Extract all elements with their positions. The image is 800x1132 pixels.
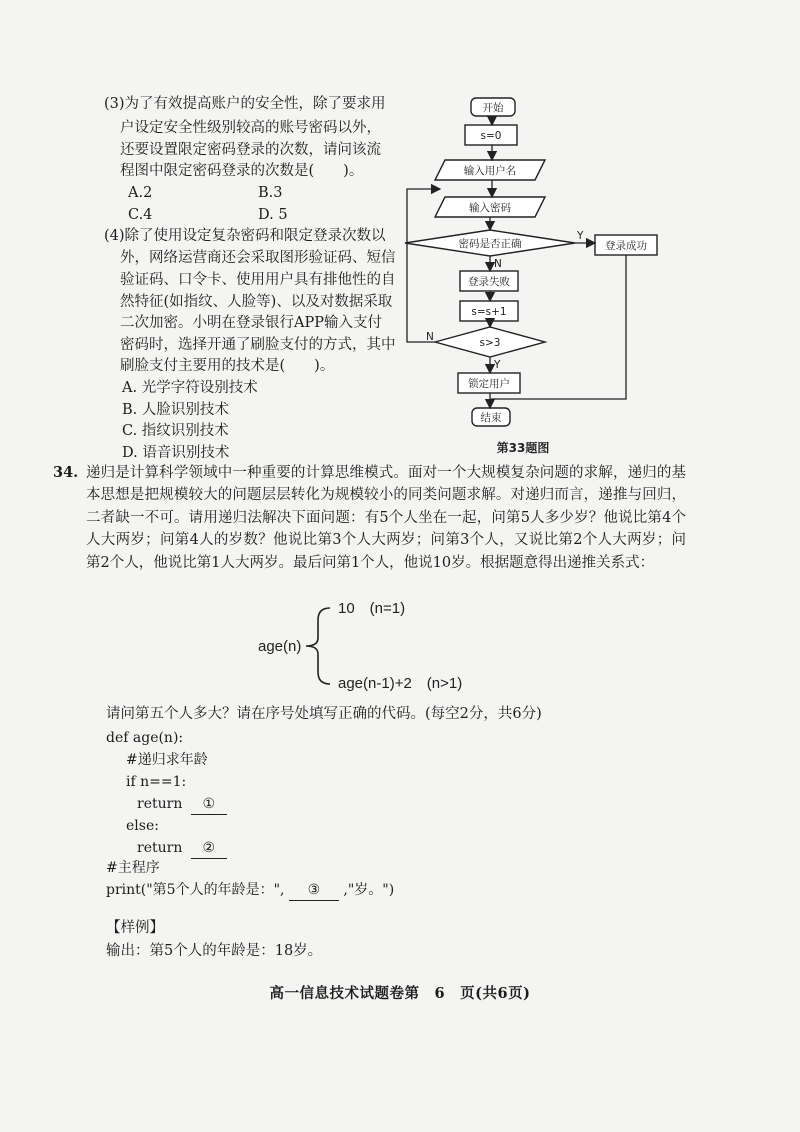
flowchart-caption: 第33题图: [496, 441, 550, 455]
q4-line-7: 刷脸支付主要用的技术是( )。: [120, 358, 335, 374]
flow-no-label-2: N: [426, 331, 434, 343]
code-line-main-comment: #主程序: [106, 860, 160, 876]
code-line-comment: #递归求年龄: [126, 752, 208, 768]
example-output: 输出：第5个人的年龄是：18岁。: [106, 943, 323, 959]
code-return-keyword: return: [137, 840, 183, 856]
code-line-def: def age(n):: [106, 730, 184, 746]
code-return-keyword: return: [137, 796, 183, 812]
formula-brace: [306, 608, 330, 684]
q3-line-2: 户设定安全性级别较高的账号密码以外，: [120, 120, 381, 136]
formula-case-1: 10 (n=1): [338, 600, 406, 617]
flow-decision-password-text: 密码是否正确: [458, 238, 522, 250]
q34-text: 递归是计算科学领域中一种重要的计算思维模式。面对一个大规模复杂问题的求解，递归的基本思想是把规模较大的问题层层转化为规模较小的同类问题求解。对递归而言，递推与回归，二者缺一不可。请用递归法解决下面问题：有5个人坐在一起，问第5人多少岁？他说比第4个人大两岁；问第4人的岁数？他说比第3个人大两岁；问第3个人，又说比第2个人大两岁；问第2个人，他说比第1人大两岁。最后问第1个人，他说10岁。根据题意得出递推关系式：: [86, 465, 686, 571]
blank-1[interactable]: ①: [191, 794, 227, 815]
code-line-return-1: [137, 794, 227, 815]
flow-loop-back-line: [407, 189, 440, 342]
flow-increment-text: s=s+1: [471, 306, 507, 318]
q4-line-1: (4)除了使用设定复杂密码和限定登录次数以: [104, 228, 386, 244]
blank-3[interactable]: ③: [289, 880, 339, 901]
flow-end-text: 结束: [480, 412, 502, 424]
q4-option-c: C. 指纹识别技术: [122, 423, 229, 439]
question-34: [53, 462, 686, 574]
q3-line-3: 还要设置限定密码登录的次数，请问该流: [120, 142, 381, 158]
q4-line-5: 二次加密。小明在登录银行APP输入支付: [120, 315, 382, 331]
flow-lock-text: 锁定用户: [468, 378, 510, 390]
code-print-end: ,"岁。"): [343, 882, 395, 898]
q34-instruction: 请问第五个人多大？请在序号处填写正确的代码。(每空2分，共6分): [106, 706, 542, 722]
q4-option-b: B. 人脸识别技术: [122, 402, 229, 418]
q4-line-4: 然特征(如指纹、人脸等)、以及对数据采取: [120, 294, 393, 310]
q3-option-a: A.2: [128, 185, 153, 201]
q34-number: 34.: [53, 464, 79, 481]
flow-decision-count-text: s>3: [479, 337, 501, 349]
flow-yes-label-2: Y: [494, 359, 501, 371]
flow-yes-label-1: Y: [577, 230, 584, 242]
q3-line-1: (3)为了有效提高账户的安全性，除了要求用: [104, 96, 386, 112]
q4-line-2: 外，网络运营商还会采取图形验证码、短信: [120, 250, 396, 266]
q4-line-3: 验证码、口令卡、使用用户具有排他性的自: [120, 272, 396, 288]
flowchart-q33: [0, 0, 800, 460]
page-footer: 高一信息技术试题卷第 6 页(共6页): [269, 985, 531, 1002]
flow-no-label-1: N: [494, 258, 502, 270]
code-print-start: print("第5个人的年龄是：",: [106, 882, 285, 898]
example-title: 【样例】: [106, 920, 164, 936]
code-line-print: [106, 880, 394, 901]
flow-start-text: 开始: [482, 102, 504, 114]
q4-option-d: D. 语音识别技术: [122, 445, 230, 461]
flow-input-user-text: 输入用户名: [463, 165, 517, 177]
recurrence-formula: [0, 596, 800, 696]
q4-line-6: 密码时，选择开通了刷脸支付的方式，其中: [120, 337, 396, 353]
code-line-else: else:: [126, 818, 159, 834]
q3-option-b: B.3: [258, 185, 283, 201]
flow-init-text: s=0: [480, 130, 502, 142]
formula-case-2: age(n-1)+2 (n>1): [338, 675, 463, 692]
code-line-return-2: [137, 838, 227, 859]
flow-input-password-text: 输入密码: [469, 202, 511, 214]
q3-option-d: D. 5: [258, 207, 288, 223]
flow-fail-text: 登录失败: [468, 276, 510, 288]
q3-line-4: 程图中限定密码登录的次数是( )。: [120, 163, 364, 179]
blank-2[interactable]: ②: [191, 838, 227, 859]
formula-lhs: age(n): [258, 638, 302, 655]
q4-option-a: A. 光学字符设别技术: [122, 380, 258, 396]
flow-success-text: 登录成功: [605, 240, 647, 252]
q3-option-c: C.4: [128, 207, 153, 223]
code-line-if: if n==1:: [126, 774, 187, 790]
